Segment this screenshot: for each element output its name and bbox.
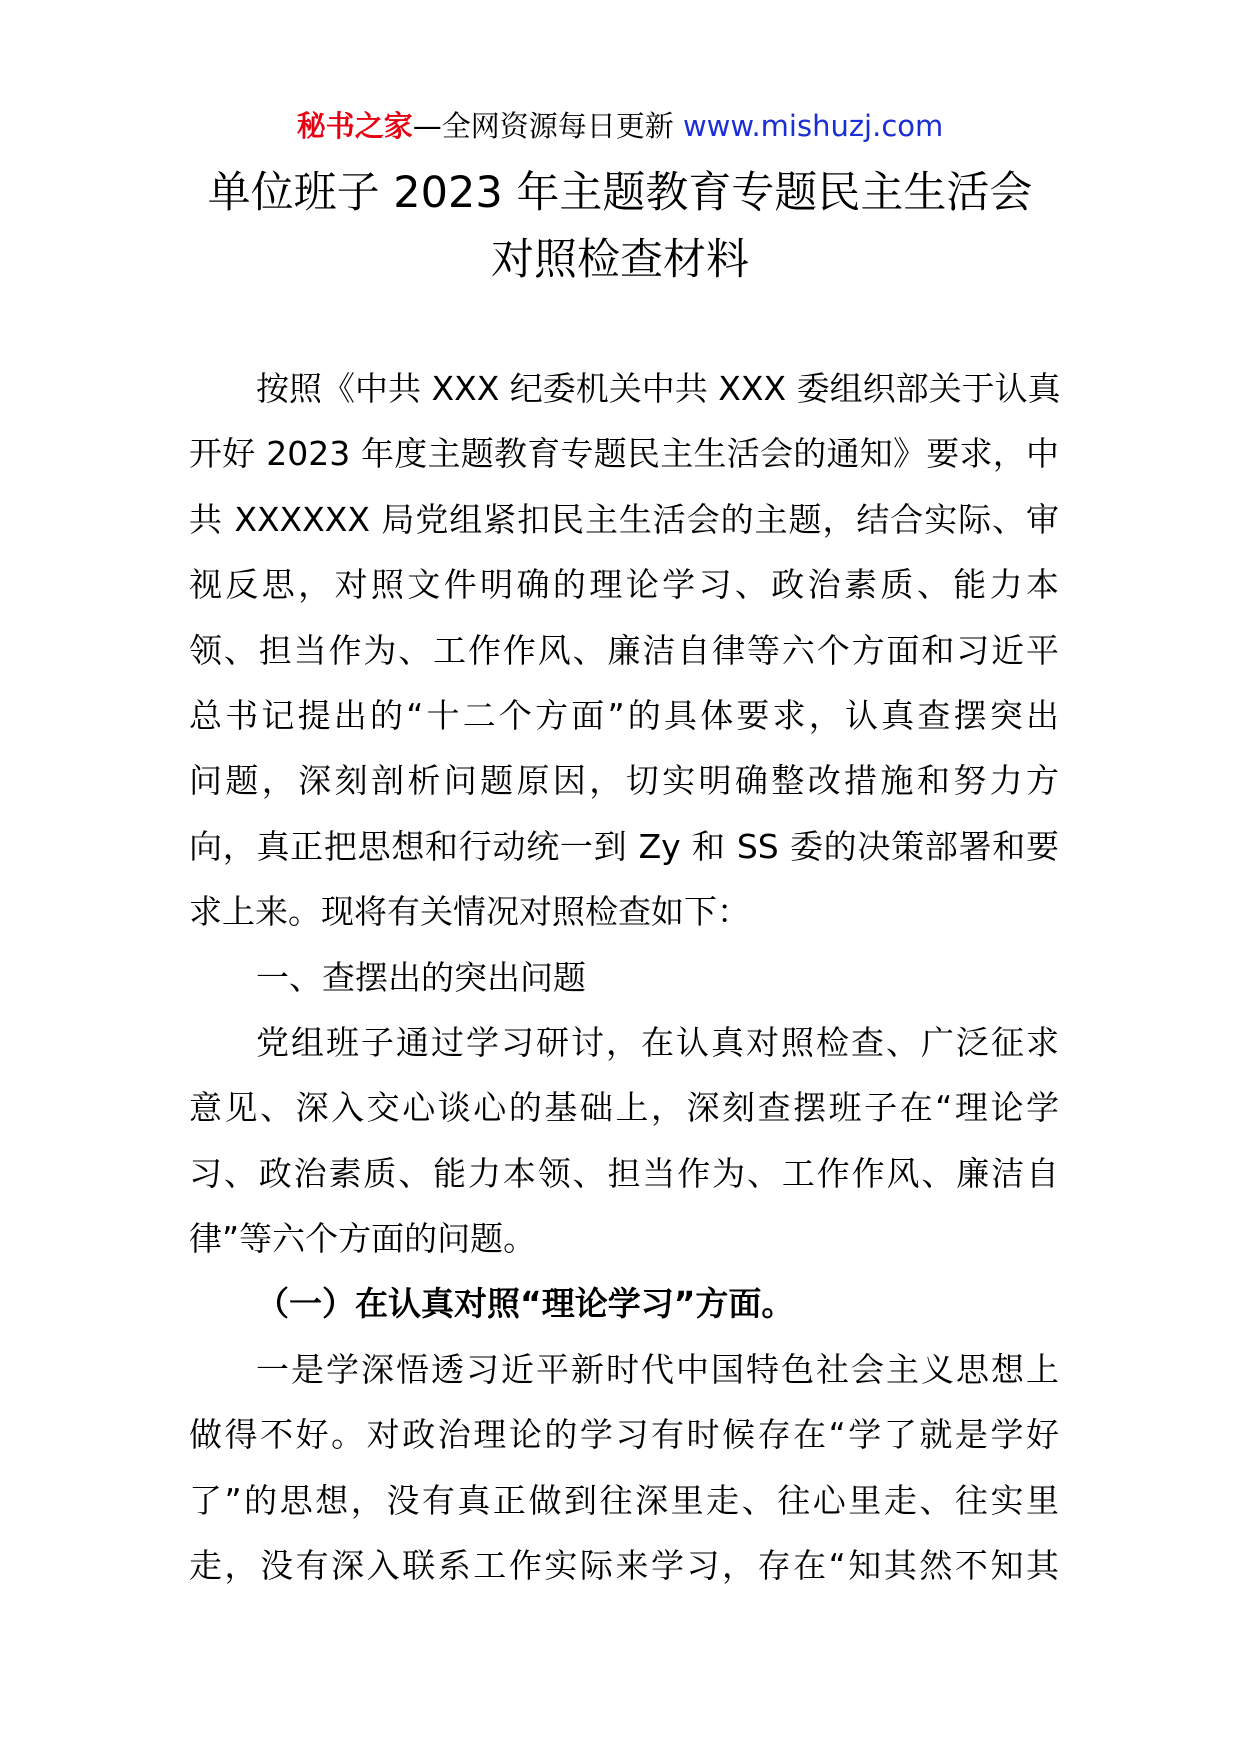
body-line: 习、政治素质、能力本领、担当作为、工作作风、廉洁自 (189, 1153, 1059, 1193)
site-url-link[interactable]: www.mishuzj.com (682, 109, 944, 143)
body-line: 问题，深刻剖析问题原因，切实明确整改措施和努力方 (189, 761, 1059, 801)
body-line: 做得不好。对政治理论的学习有时候存在“学了就是学好 (189, 1415, 1059, 1455)
body-line: 向，真正把思想和行动统一到 Zy 和 SS 委的决策部署和要 (189, 826, 1059, 866)
body-line: 走，没有深入联系工作实际来学习，存在“知其然不知其 (189, 1546, 1059, 1586)
body-line: 了”的思想，没有真正做到往深里走、往心里走、往实里 (189, 1480, 1059, 1520)
subsection-heading: （一）在认真对照“理论学习”方面。 (256, 1284, 795, 1324)
title-line-1: 单位班子 2023 年主题教育专题民主生活会 (207, 168, 1033, 218)
title-line-2: 对照检查材料 (491, 235, 749, 285)
body-line: 开好 2023 年度主题教育专题民主生活会的通知》要求，中 (189, 434, 1059, 474)
body-line: 律”等六个方面的问题。 (189, 1219, 537, 1259)
body-line: 党组班子通过学习研讨，在认真对照检查、广泛征求 (256, 1022, 1059, 1062)
body-line: 意见、深入交心谈心的基础上，深刻查摆班子在“理论学 (189, 1088, 1059, 1128)
body-line: 按照《中共 XXX 纪委机关中共 XXX 委组织部关于认真 (256, 369, 1061, 408)
body-line: 总书记提出的“十二个方面”的具体要求，认真查摆突出 (189, 695, 1059, 735)
body-line: 一是学深悟透习近平新时代中国特色社会主义思想上 (256, 1349, 1059, 1389)
body-line: 共 XXXXXX 局党组紧扣民主生活会的主题，结合实际、审 (189, 499, 1059, 539)
brand-name: 秘书之家 (296, 109, 413, 143)
section-heading: 一、查摆出的突出问题 (256, 957, 586, 997)
site-banner (0, 104, 1240, 148)
document-body (189, 356, 1059, 1598)
document-title (0, 160, 1240, 294)
body-line: 领、担当作为、工作作风、廉洁自律等六个方面和习近平 (189, 630, 1059, 670)
body-line: 求上来。现将有关情况对照检查如下： (189, 892, 750, 932)
body-line: 视反思，对照文件明确的理论学习、政治素质、能力本 (189, 565, 1059, 605)
banner-tagline: —全网资源每日更新 (412, 109, 683, 143)
